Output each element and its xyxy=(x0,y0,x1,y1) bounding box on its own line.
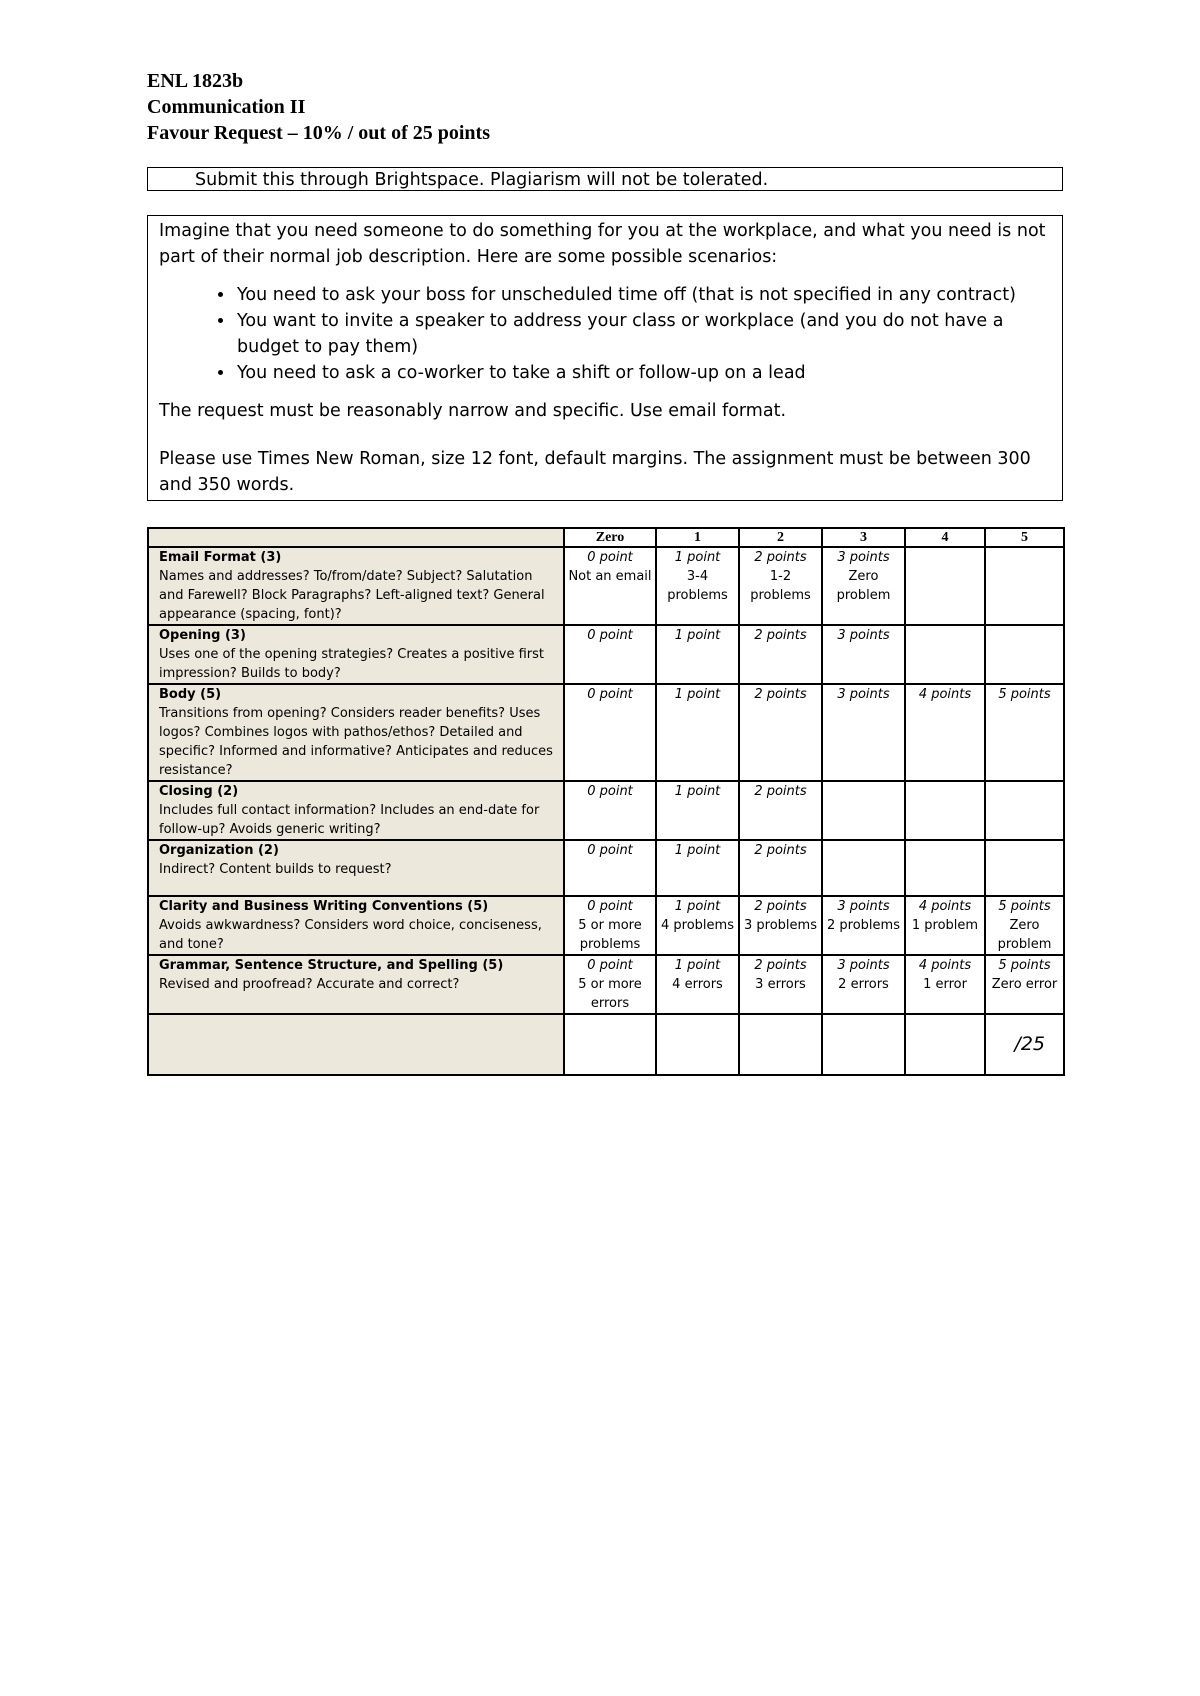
rubric-row xyxy=(148,840,1064,896)
instructions-requirement: The request must be reasonably narrow and specific. Use email format. xyxy=(159,401,787,421)
score-points: 0 point xyxy=(587,958,633,973)
score-cell xyxy=(822,781,905,840)
criterion-description: Avoids awkwardness? Considers word choice, conciseness, and tone? xyxy=(159,918,542,952)
score-cell xyxy=(905,684,985,781)
score-note: 4 problems xyxy=(661,918,734,933)
grading-rubric xyxy=(147,527,1065,1076)
score-note: Not an email xyxy=(568,569,652,584)
score-points: 1 point xyxy=(674,687,721,702)
instructions-formatting: Please use Times New Roman, size 12 font, default margins. The assignment must be between 300 and 350 words. xyxy=(159,449,1031,495)
score-points: 0 point xyxy=(587,687,633,702)
document-page xyxy=(147,68,1063,1076)
score-points: 1 point xyxy=(674,843,721,858)
criterion-title: Opening (3) xyxy=(159,628,246,643)
score-cell xyxy=(656,955,739,1014)
score-note: 3-4 problems xyxy=(667,569,728,603)
column-header: 2 xyxy=(739,528,822,547)
score-cell xyxy=(905,840,985,896)
score-cell xyxy=(822,547,905,625)
score-cell xyxy=(656,684,739,781)
score-cell xyxy=(985,955,1064,1014)
score-note: 4 errors xyxy=(672,977,723,992)
score-cell xyxy=(739,625,822,684)
column-header: 5 xyxy=(985,528,1064,547)
score-points: 2 points xyxy=(754,784,807,799)
score-points: 2 points xyxy=(754,843,807,858)
course-name: Communication II xyxy=(147,96,306,118)
scenario-item: • You need to ask a co-worker to take a shift or follow-up on a lead xyxy=(235,360,1051,386)
score-cell xyxy=(985,896,1064,955)
score-cell xyxy=(905,955,985,1014)
score-cell xyxy=(739,684,822,781)
score-cell xyxy=(656,896,739,955)
score-cell xyxy=(564,547,656,625)
score-note: 5 or more errors xyxy=(578,977,642,1011)
score-points: 1 point xyxy=(674,899,721,914)
score-points: 0 point xyxy=(587,628,633,643)
score-note: 1 problem xyxy=(911,918,979,933)
score-note: 5 or more problems xyxy=(578,918,642,952)
score-note: 1-2 problems xyxy=(750,569,811,603)
score-points: 4 points xyxy=(918,899,972,914)
criterion-cell xyxy=(148,955,564,1014)
criterion-description: Names and addresses? To/from/date? Subject? Salutation and Farewell? Block Paragraphs? Left-aligned text? General appearance (spacing, font)? xyxy=(159,569,545,622)
score-points: 3 points xyxy=(837,958,890,973)
score-points: 0 point xyxy=(587,843,633,858)
score-cell xyxy=(656,781,739,840)
column-header: 3 xyxy=(822,528,905,547)
criterion-title: Clarity and Business Writing Conventions (5) xyxy=(159,899,489,914)
criterion-cell xyxy=(148,625,564,684)
score-points: 1 point xyxy=(674,628,721,643)
score-cell xyxy=(656,625,739,684)
score-cell xyxy=(564,781,656,840)
criterion-cell xyxy=(148,547,564,625)
score-note: Zero problem xyxy=(997,918,1052,952)
rubric-row xyxy=(148,625,1064,684)
score-cell xyxy=(822,684,905,781)
score-cell xyxy=(739,547,822,625)
score-points: 3 points xyxy=(837,550,890,565)
score-cell xyxy=(822,955,905,1014)
criterion-cell xyxy=(148,896,564,955)
column-header: 1 xyxy=(656,528,739,547)
score-points: 1 point xyxy=(674,784,721,799)
column-header: 4 xyxy=(905,528,985,547)
score-cell xyxy=(564,840,656,896)
score-cell xyxy=(822,625,905,684)
criterion-description: Uses one of the opening strategies? Creates a positive first impression? Builds to body? xyxy=(159,647,544,681)
score-cell xyxy=(564,1014,656,1075)
criterion-title: Body (5) xyxy=(159,687,222,702)
score-cell xyxy=(985,781,1064,840)
criterion-title: Email Format (3) xyxy=(159,550,282,565)
total-score: /25 xyxy=(985,1014,1064,1075)
score-points: 4 points xyxy=(918,687,972,702)
score-cell xyxy=(739,896,822,955)
score-cell xyxy=(564,684,656,781)
score-points: 5 points xyxy=(998,899,1051,914)
instructions-box xyxy=(147,215,1063,501)
instructions-intro: Imagine that you need someone to do something for you at the workplace, and what you need is not part of their normal job description. Here are some possible scenarios: xyxy=(159,221,1046,267)
scenario-list xyxy=(159,282,1051,386)
score-cell xyxy=(985,684,1064,781)
score-note: Zero error xyxy=(991,977,1058,992)
score-cell xyxy=(656,1014,739,1075)
score-points: 3 points xyxy=(837,628,890,643)
criterion-cell xyxy=(148,684,564,781)
score-note: 2 errors xyxy=(838,977,889,992)
score-points: 4 points xyxy=(918,958,972,973)
score-points: 5 points xyxy=(998,958,1051,973)
total-label-cell xyxy=(148,1014,564,1075)
score-points: 2 points xyxy=(754,628,807,643)
score-cell xyxy=(822,840,905,896)
score-points: 0 point xyxy=(587,784,633,799)
scenario-item: • You want to invite a speaker to address your class or workplace (and you do not have a budget to pay them) xyxy=(235,308,1051,360)
rubric-total-row xyxy=(148,1014,1064,1075)
score-points: 0 point xyxy=(587,550,633,565)
criterion-title: Grammar, Sentence Structure, and Spelling (5) xyxy=(159,958,504,973)
score-cell xyxy=(905,1014,985,1075)
score-cell xyxy=(656,547,739,625)
score-points: 2 points xyxy=(754,899,807,914)
criterion-description: Indirect? Content builds to request? xyxy=(159,862,392,877)
score-cell xyxy=(905,547,985,625)
score-note: 2 problems xyxy=(827,918,900,933)
score-cell xyxy=(656,840,739,896)
score-cell xyxy=(564,625,656,684)
score-cell xyxy=(985,625,1064,684)
score-cell xyxy=(822,1014,905,1075)
score-cell xyxy=(739,1014,822,1075)
score-points: 2 points xyxy=(754,687,807,702)
criterion-description: Revised and proofread? Accurate and correct? xyxy=(159,977,460,992)
course-code: ENL 1823b xyxy=(147,70,244,92)
criterion-description: Transitions from opening? Considers reader benefits? Uses logos? Combines logos with pathos/ethos? Detailed and specific? Informed and informative? Anticipates and reduces resistance? xyxy=(159,706,553,778)
score-note: Zero problem xyxy=(836,569,891,603)
column-header: Zero xyxy=(564,528,656,547)
criterion-title: Organization (2) xyxy=(159,843,279,858)
criterion-cell xyxy=(148,840,564,896)
score-cell xyxy=(905,625,985,684)
score-points: 2 points xyxy=(754,958,807,973)
score-cell xyxy=(985,547,1064,625)
rubric-row xyxy=(148,684,1064,781)
score-cell xyxy=(905,896,985,955)
score-points: 1 point xyxy=(674,958,721,973)
criterion-title: Closing (2) xyxy=(159,784,239,799)
rubric-row xyxy=(148,547,1064,625)
assignment-title: Favour Request – 10% / out of 25 points xyxy=(147,122,490,144)
rubric-row xyxy=(148,896,1064,955)
score-points: 1 point xyxy=(674,550,721,565)
score-cell xyxy=(985,840,1064,896)
score-points: 5 points xyxy=(998,687,1051,702)
spacer xyxy=(159,424,1051,446)
score-cell xyxy=(739,781,822,840)
score-points: 2 points xyxy=(754,550,807,565)
score-note: 3 problems xyxy=(744,918,817,933)
score-cell xyxy=(564,896,656,955)
score-cell xyxy=(564,955,656,1014)
score-cell xyxy=(822,896,905,955)
rubric-row xyxy=(148,955,1064,1014)
rubric-row xyxy=(148,781,1064,840)
score-note: 1 error xyxy=(923,977,967,992)
score-cell xyxy=(739,955,822,1014)
score-cell xyxy=(739,840,822,896)
criterion-description: Includes full contact information? Includes an end-date for follow-up? Avoids generic writing? xyxy=(159,803,540,837)
scenario-item: • You need to ask your boss for unscheduled time off (that is not specified in any contract) xyxy=(235,282,1051,308)
score-note: 3 errors xyxy=(755,977,806,992)
score-points: 0 point xyxy=(587,899,633,914)
criterion-cell xyxy=(148,781,564,840)
score-points: 3 points xyxy=(837,899,890,914)
submission-notice: Submit this through Brightspace. Plagiarism will not be tolerated. xyxy=(147,167,1063,191)
score-points: 3 points xyxy=(837,687,890,702)
rubric-header-row xyxy=(148,528,1064,547)
criteria-header xyxy=(148,528,564,547)
score-cell xyxy=(905,781,985,840)
